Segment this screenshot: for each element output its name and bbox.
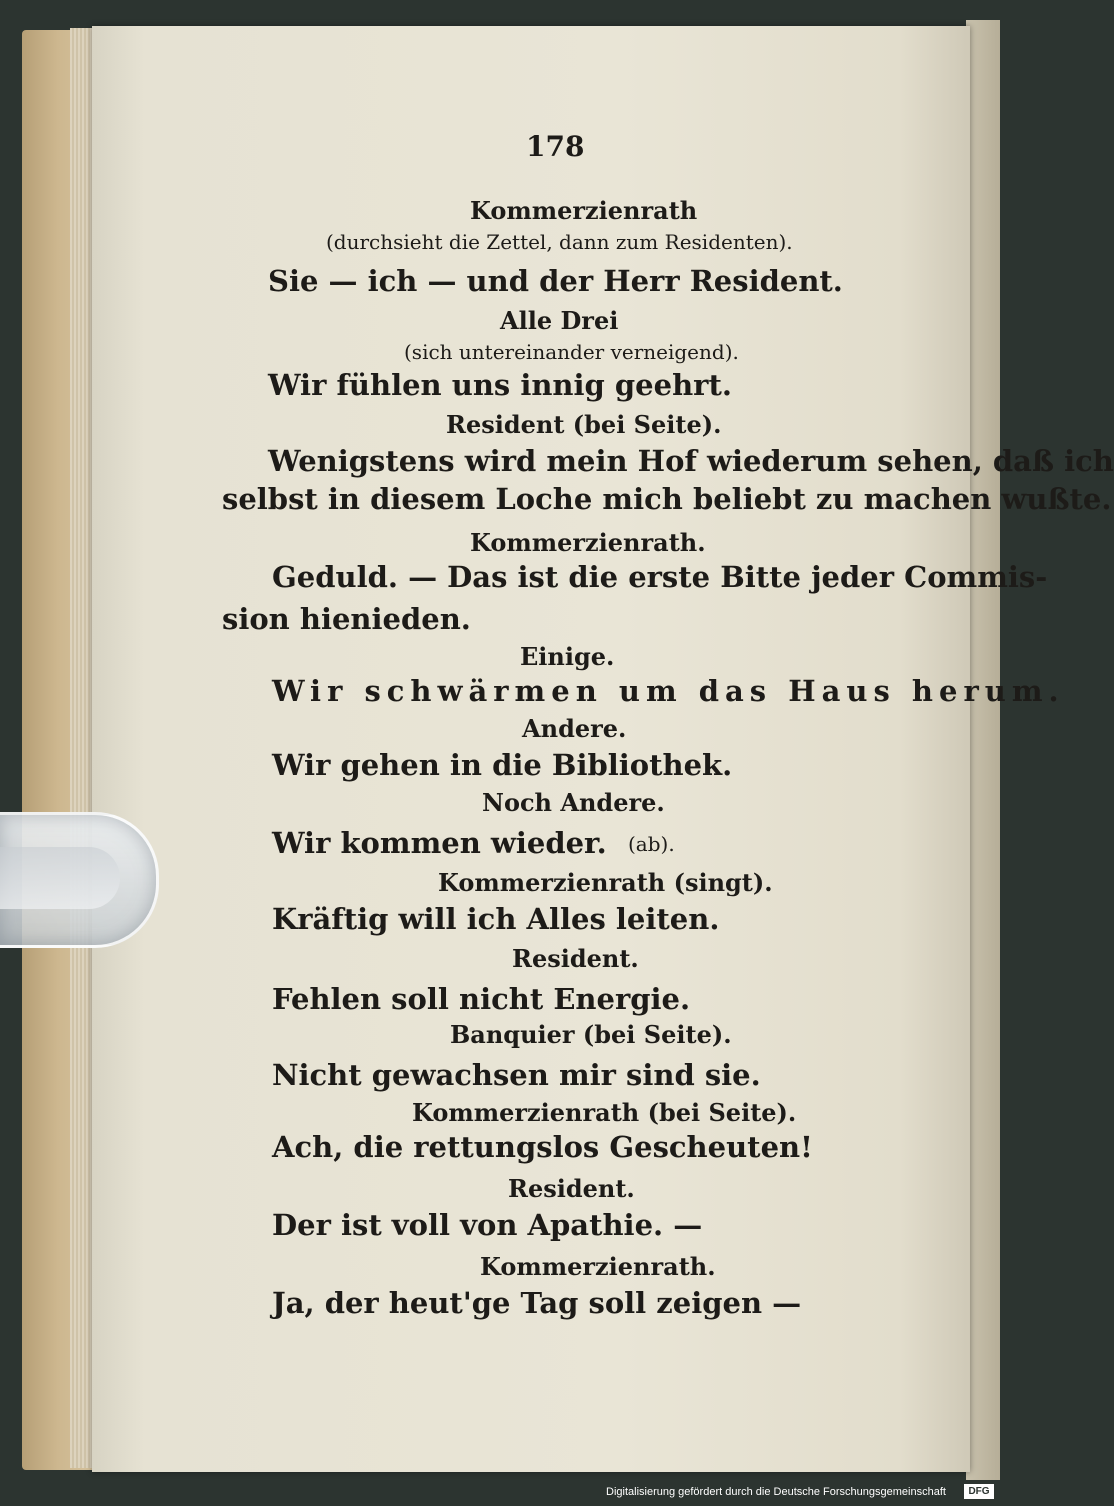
speaker-heading: Resident. <box>512 944 639 973</box>
dfg-logo: DFG <box>964 1484 994 1499</box>
verse-line: Kräftig will ich Alles leiten. <box>272 902 720 936</box>
verse-line: Fehlen soll nicht Energie. <box>272 982 691 1016</box>
speaker-heading: Kommerzienrath. <box>480 1252 716 1281</box>
stage-direction: (sich untereinander verneigend). <box>404 340 739 364</box>
stage-direction: (durchsieht die Zettel, dann zum Residenten). <box>326 230 793 254</box>
speaker-heading: Noch Andere. <box>482 788 665 817</box>
speaker-heading: Kommerzienrath. <box>470 528 706 557</box>
verse-line: Geduld. — Das ist die erste Bitte jeder Commis- <box>272 560 1048 594</box>
verse-line: Ja, der heut'ge Tag soll zeigen — <box>272 1286 802 1320</box>
verse-line: Nicht gewachsen mir sind sie. <box>272 1058 761 1092</box>
verse-line: selbst in diesem Loche mich beliebt zu machen wußte. <box>222 482 1112 516</box>
speaker-heading: Kommerzienrath (bei Seite). <box>412 1098 797 1127</box>
digitization-credit: Digitalisierung gefördert durch die Deutsche Forschungsgemeinschaft <box>606 1486 946 1498</box>
speaker-heading: Resident. <box>508 1174 635 1203</box>
speaker-heading: Kommerzienrath (singt). <box>438 868 773 897</box>
verse-line: Sie — ich — und der Herr Resident. <box>268 264 843 298</box>
verse-line: Wir kommen wieder. <box>272 826 607 860</box>
verse-line: Der ist voll von Apathie. — <box>272 1208 703 1242</box>
verse-line: Wenigstens wird mein Hof wiederum sehen, daß ich <box>268 444 1114 478</box>
verse-line: Wir schwärmen um das Haus herum. <box>272 674 1065 708</box>
verse-line: sion hienieden. <box>222 602 471 636</box>
page-number: 178 <box>526 130 585 163</box>
speaker-heading: Andere. <box>522 714 627 743</box>
verse-line: Wir gehen in die Bibliothek. <box>272 748 733 782</box>
speaker-heading: Einige. <box>520 642 615 671</box>
speaker-heading: Kommerzienrath <box>470 196 698 225</box>
speaker-heading: Resident (bei Seite). <box>446 410 722 439</box>
speaker-heading: Alle Drei <box>500 306 619 335</box>
verse-line: Ach, die rettungslos Gescheuten! <box>272 1130 813 1164</box>
verse-line: Wir fühlen uns innig geehrt. <box>268 368 732 402</box>
speaker-heading: Banquier (bei Seite). <box>450 1020 732 1049</box>
stage-direction: (ab). <box>628 832 675 856</box>
